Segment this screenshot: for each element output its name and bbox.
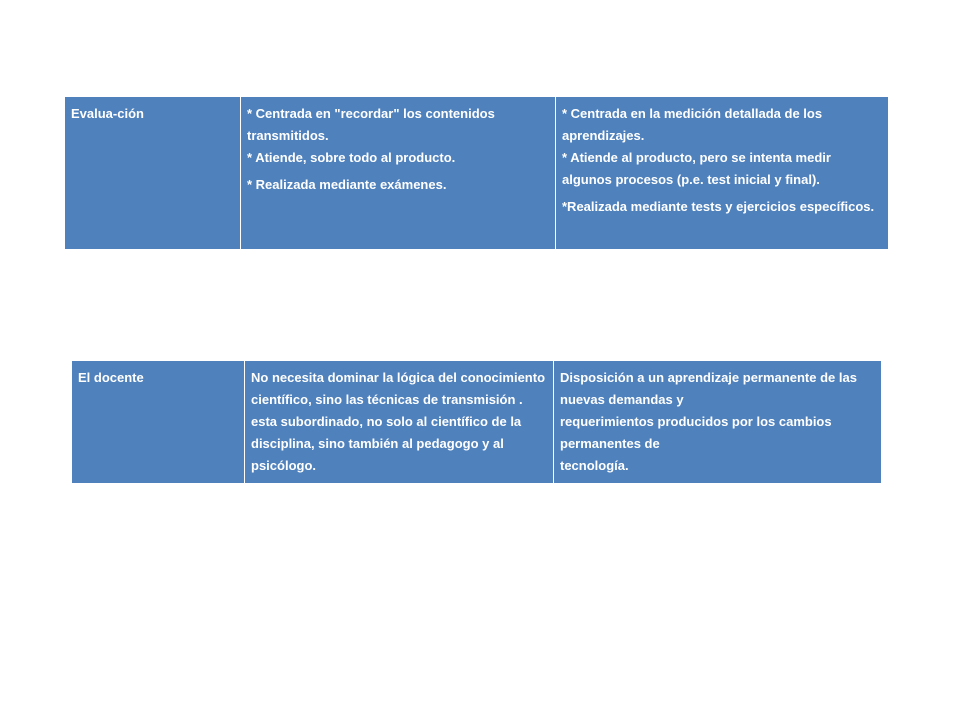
cell-paragraph: requerimientos producidos por los cambios permanentes de (560, 414, 832, 451)
cell-tecnologica-evaluacion (556, 97, 889, 250)
cell-tecnologica-docente (554, 361, 882, 484)
cell-paragraph: tecnología. (560, 458, 629, 473)
cell-paragraph: No necesita dominar la lógica del conocimiento científico, sino las técnicas de transmisión . esta subordinado, no solo al científico de la disciplina, sino también al pedagogo y al psicólogo. (251, 370, 546, 473)
cell-paragraph: * Centrada en la medición detallada de los aprendizajes. (562, 106, 823, 143)
table-row (65, 97, 889, 250)
cell-paragraph: * Atiende, sobre todo al producto. (247, 150, 456, 165)
row-header-evaluacion: Evalua-ción (65, 97, 241, 250)
cell-paragraph: * Realizada mediante exámenes. (247, 177, 447, 192)
cell-paragraph: * Atiende al producto, pero se intenta medir algunos procesos (p.e. test inicial y final). (562, 150, 831, 187)
cell-paragraph: *Realizada mediante tests y ejercicios específicos. (562, 199, 875, 214)
cell-paragraph: * Centrada en "recordar" los contenidos transmitidos. (247, 106, 495, 143)
cell-paragraph: Disposición a un aprendizaje permanente de las nuevas demandas y (560, 370, 857, 407)
cell-traditional-docente (245, 361, 554, 484)
row-header-docente: El docente (72, 361, 245, 484)
docente-table (71, 360, 882, 484)
cell-traditional-evaluacion (241, 97, 556, 250)
evaluacion-table (64, 96, 889, 250)
table-row (72, 361, 882, 484)
